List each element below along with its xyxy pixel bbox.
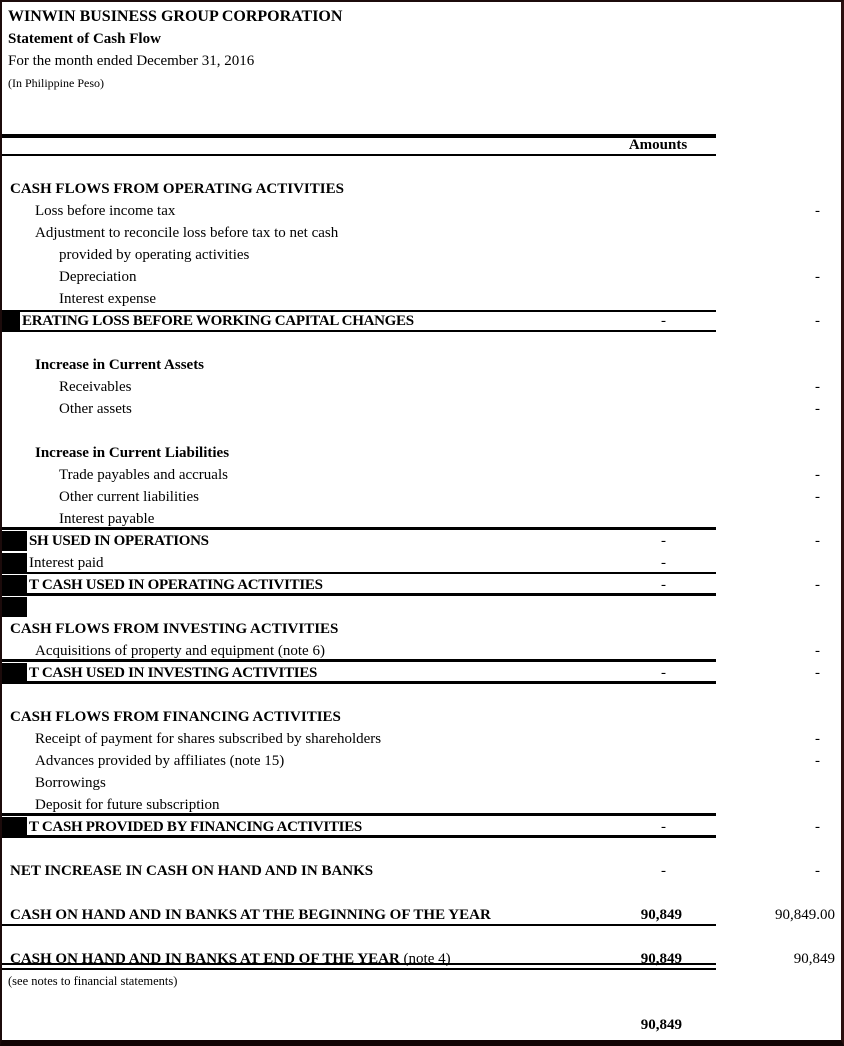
row-increase-current-assets-header [2, 354, 841, 376]
row-spacer [2, 684, 841, 706]
amount-c2-cell: - [815, 665, 820, 681]
row-label [2, 574, 323, 596]
statement-title: Statement of Cash Flow [8, 31, 161, 47]
amount-c1-cell: - [661, 313, 666, 329]
amount-c2-cell: - [815, 269, 820, 285]
row-interest-payable [2, 508, 841, 530]
row-label-text: Depreciation [59, 269, 137, 285]
row-label [2, 860, 373, 882]
row-label [2, 794, 220, 816]
row-spacer [2, 420, 841, 442]
row-acquisitions-property-equipment [2, 640, 841, 662]
row-label-text: Loss before income tax [35, 203, 176, 219]
row-label [2, 728, 381, 750]
amount-c2-cell: - [815, 753, 820, 769]
amount-c1-cell: - [661, 819, 666, 835]
amount-c2-cell: - [815, 577, 820, 593]
row-spacer-redacted [2, 596, 841, 618]
row-label [2, 222, 338, 244]
row-adjustment-reconcile [2, 222, 841, 244]
row-net-cash-provided-financing [2, 816, 841, 838]
row-label-text: Receivables [59, 379, 132, 395]
row-label-text: Advances provided by affiliates (note 15) [35, 753, 285, 769]
row-receipt-payment-shares [2, 728, 841, 750]
row-label-text: (see notes to financial statements) [8, 974, 178, 988]
row-label [2, 398, 132, 420]
row-interest-expense [2, 288, 841, 310]
company-name: WINWIN BUSINESS GROUP CORPORATION [8, 8, 343, 25]
redaction-box [2, 553, 27, 573]
row-label [2, 970, 177, 992]
row-label-text: Interest payable [59, 511, 155, 527]
row-label-text: Borrowings [35, 775, 106, 791]
row-label-text: Interest expense [59, 291, 157, 307]
amount-c2-cell: - [815, 467, 820, 483]
row-interest-paid [2, 552, 841, 574]
row-label [2, 508, 154, 530]
redaction-box [2, 597, 27, 617]
row-label [2, 200, 175, 222]
statement-rows [2, 134, 841, 1036]
amount-c1-cell: 90,849 [640, 1017, 682, 1033]
amount-c1-cell: - [661, 665, 666, 681]
row-spacer [2, 882, 841, 904]
row-label-text: Adjustment to reconcile loss before tax to net cash [35, 225, 339, 241]
row-label-text: CASH ON HAND AND IN BANKS AT THE BEGINNING OF THE YEAR [10, 907, 491, 923]
row-label [2, 464, 228, 486]
row-label-text: Acquisitions of property and equipment (note 6) [35, 643, 325, 659]
row-see-notes [2, 970, 841, 992]
row-label [2, 904, 491, 926]
row-label-text: CASH FLOWS FROM INVESTING ACTIVITIES [10, 621, 339, 637]
amount-c1-cell: 90,849 [640, 907, 682, 923]
title-block [8, 6, 342, 94]
row-label [2, 662, 317, 684]
row-other-current-liabilities [2, 486, 841, 508]
row-other-assets [2, 398, 841, 420]
amount-c2-cell: - [815, 203, 820, 219]
amounts-header-row [2, 134, 841, 156]
amount-c2-cell: - [815, 863, 820, 879]
row-label [2, 530, 209, 552]
amount-c1-cell: - [661, 555, 666, 571]
row-cash-used-in-operations [2, 530, 841, 552]
amount-c2-cell: - [815, 819, 820, 835]
row-net-cash-used-investing [2, 662, 841, 684]
redaction-box [2, 817, 27, 837]
row-operating-loss-before-wc-changes [2, 310, 841, 332]
row-grand-total [2, 1014, 841, 1036]
row-cash-flows-operating-header [2, 178, 841, 200]
row-label [2, 442, 229, 464]
row-label [2, 266, 136, 288]
row-net-increase-cash [2, 860, 841, 882]
row-label-text: Receipt of payment for shares subscribed by shareholders [35, 731, 382, 747]
redaction-box [2, 663, 27, 683]
row-label [2, 772, 106, 794]
row-advances-affiliates [2, 750, 841, 772]
row-spacer [2, 992, 841, 1014]
row-spacer [2, 332, 841, 354]
row-receivables [2, 376, 841, 398]
redaction-box [2, 575, 27, 595]
row-label-text: Interest paid [29, 555, 104, 571]
row-label [2, 816, 362, 838]
row-spacer [2, 838, 841, 860]
amount-c1-cell: - [661, 577, 666, 593]
row-label [2, 948, 451, 970]
amount-c2-cell: - [815, 533, 820, 549]
amount-c2-cell: 90,849.00 [775, 907, 835, 923]
amounts-column-header: Amounts [628, 137, 688, 153]
row-label [2, 618, 338, 640]
row-label-text: ERATING LOSS BEFORE WORKING CAPITAL CHANGES [22, 313, 414, 329]
row-cash-end-of-year [2, 948, 841, 970]
row-provided-by-operating [2, 244, 841, 266]
row-label [2, 750, 284, 772]
row-label [2, 706, 341, 728]
currency-note: (In Philippine Peso) [8, 76, 104, 90]
amount-c1-cell: - [661, 533, 666, 549]
row-label-text: Other current liabilities [59, 489, 199, 505]
amount-c1-cell: 90,849 [640, 951, 682, 967]
redaction-box [2, 531, 27, 551]
row-label-text: Deposit for future subscription [35, 797, 220, 813]
row-label-note-ref: (note 4) [399, 951, 451, 967]
amount-c2-cell: 90,849 [793, 951, 835, 967]
amount-c2-cell: - [815, 489, 820, 505]
amount-c2-cell: - [815, 313, 820, 329]
row-net-cash-used-operating [2, 574, 841, 596]
row-label-text: T CASH USED IN INVESTING ACTIVITIES [29, 665, 318, 681]
row-label-text: T CASH USED IN OPERATING ACTIVITIES [29, 577, 323, 593]
row-borrowings [2, 772, 841, 794]
row-deposit-future-subscription [2, 794, 841, 816]
amount-c2-cell: - [815, 401, 820, 417]
row-label [2, 178, 344, 200]
amount-c2-cell: - [815, 731, 820, 747]
row-label [2, 376, 131, 398]
row-cash-flows-financing-header [2, 706, 841, 728]
row-cash-beginning-of-year [2, 904, 841, 926]
row-label-text: provided by operating activities [59, 247, 250, 263]
row-label [2, 486, 199, 508]
row-label-text: SH USED IN OPERATIONS [29, 533, 209, 549]
amount-c1-cell: - [661, 863, 666, 879]
row-label-text: Increase in Current Assets [35, 357, 205, 373]
row-spacer [2, 926, 841, 948]
row-label-text: NET INCREASE IN CASH ON HAND AND IN BANKS [10, 863, 374, 879]
row-label-text: CASH FLOWS FROM FINANCING ACTIVITIES [10, 709, 341, 725]
row-spacer [2, 156, 841, 178]
row-increase-current-liabilities-header [2, 442, 841, 464]
row-label-text: CASH ON HAND AND IN BANKS AT END OF THE YEAR [10, 951, 400, 967]
row-cash-flows-investing-header [2, 618, 841, 640]
row-label-text: Increase in Current Liabilities [35, 445, 230, 461]
redaction-box [2, 311, 20, 331]
amount-c2-cell: - [815, 379, 820, 395]
row-label [2, 244, 249, 266]
period-line: For the month ended December 31, 2016 [8, 53, 255, 69]
row-label [2, 288, 156, 310]
amount-c2-cell: - [815, 643, 820, 659]
row-label-text: CASH FLOWS FROM OPERATING ACTIVITIES [10, 181, 344, 197]
row-label [2, 640, 325, 662]
row-trade-payables-accruals [2, 464, 841, 486]
row-label-text: Trade payables and accruals [59, 467, 228, 483]
row-label-text: T CASH PROVIDED BY FINANCING ACTIVITIES [29, 819, 362, 835]
row-depreciation [2, 266, 841, 288]
row-label [2, 310, 414, 332]
row-label-text: Other assets [59, 401, 132, 417]
row-loss-before-income-tax [2, 200, 841, 222]
row-label [2, 354, 204, 376]
